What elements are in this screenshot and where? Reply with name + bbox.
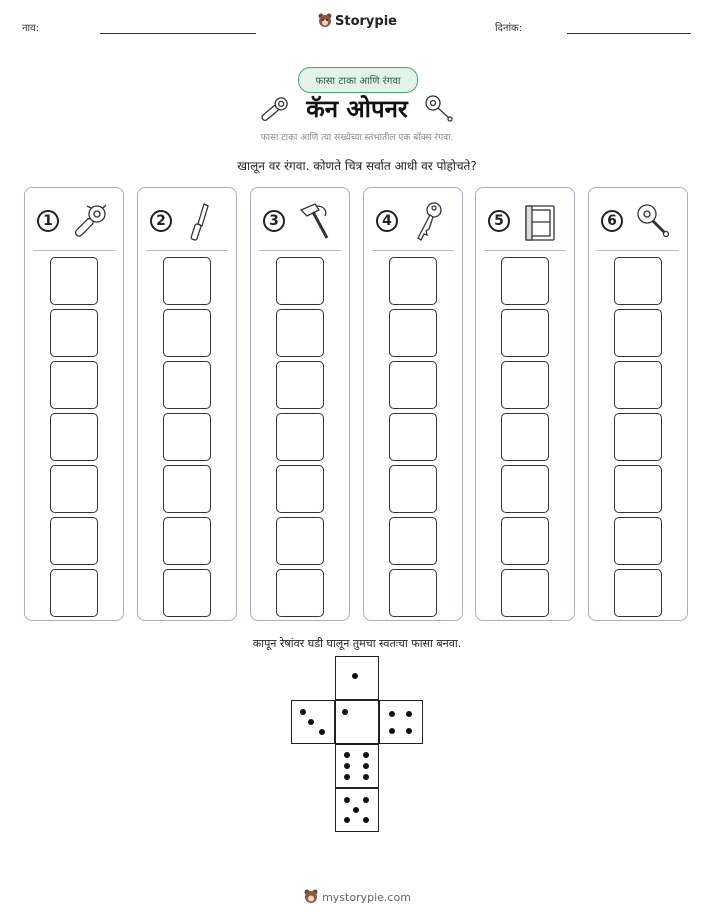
name-label: नाव: [22, 23, 40, 34]
pip [300, 709, 306, 715]
activity-pill: फासा टाका आणि रंगवा [298, 67, 418, 93]
color-box[interactable] [614, 413, 662, 461]
pip [319, 729, 325, 735]
pip [389, 711, 395, 717]
color-box[interactable] [614, 361, 662, 409]
dice-face-4 [379, 700, 423, 744]
brand-logo [0, 12, 714, 29]
column-number: 3 [263, 210, 285, 232]
color-box[interactable] [276, 309, 324, 357]
page-title: कॅन ओपनर [306, 95, 408, 123]
pip [344, 763, 350, 769]
color-box[interactable] [389, 309, 437, 357]
color-box[interactable] [50, 257, 98, 305]
knife-icon [182, 200, 222, 244]
color-box[interactable] [389, 361, 437, 409]
color-box[interactable] [389, 413, 437, 461]
color-box[interactable] [501, 517, 549, 565]
column-number: 4 [376, 210, 398, 232]
color-box[interactable] [50, 361, 98, 409]
column-divider [484, 250, 566, 251]
color-box[interactable] [501, 361, 549, 409]
pip [406, 711, 412, 717]
dice-face-6 [335, 744, 379, 788]
footer [0, 888, 714, 904]
color-box[interactable] [50, 517, 98, 565]
column-2 [137, 187, 237, 621]
storypie-bear-icon [303, 888, 319, 904]
column-6 [588, 187, 688, 621]
color-box[interactable] [50, 465, 98, 513]
pip [363, 763, 369, 769]
instruction: खालून वर रंगवा. कोणते चित्र सर्वात आधी वर पोहोचते? [237, 159, 477, 173]
dice-face-1 [335, 656, 379, 700]
name-line[interactable] [100, 33, 256, 34]
color-box[interactable] [163, 465, 211, 513]
pip [344, 817, 350, 823]
color-box[interactable] [276, 257, 324, 305]
column-divider [597, 250, 679, 251]
color-box[interactable] [163, 361, 211, 409]
key-icon [408, 200, 448, 244]
color-box[interactable] [614, 569, 662, 617]
color-box[interactable] [276, 465, 324, 513]
dice-face-3 [291, 700, 335, 744]
color-box[interactable] [276, 517, 324, 565]
pip [352, 673, 358, 679]
color-box[interactable] [389, 569, 437, 617]
column-divider [259, 250, 341, 251]
pip [363, 774, 369, 780]
subtitle: फासा टाका आणि त्या संख्येच्या स्तंभातील एक बॉक्स रंगवा. [260, 133, 454, 143]
can-key-title-icon [422, 92, 456, 122]
column-number: 5 [488, 210, 510, 232]
pip [363, 752, 369, 758]
pip [363, 797, 369, 803]
column-divider [33, 250, 115, 251]
dice-face-1-center [335, 700, 379, 744]
color-box[interactable] [276, 569, 324, 617]
color-box[interactable] [614, 309, 662, 357]
column-divider [372, 250, 454, 251]
color-box[interactable] [276, 361, 324, 409]
pip [344, 752, 350, 758]
color-box[interactable] [163, 413, 211, 461]
hammer-icon [295, 200, 335, 244]
color-box[interactable] [389, 517, 437, 565]
can-opener-icon [69, 200, 109, 244]
column-number: 6 [601, 210, 623, 232]
brand-name: Storypie [335, 14, 397, 29]
pip [342, 709, 348, 715]
color-box[interactable] [50, 413, 98, 461]
column-divider [146, 250, 228, 251]
color-box[interactable] [614, 465, 662, 513]
cabinet-icon [520, 200, 560, 244]
dice-face-5 [335, 788, 379, 832]
color-box[interactable] [614, 257, 662, 305]
pip [353, 807, 359, 813]
can-opener-key-icon [633, 200, 673, 244]
color-box[interactable] [501, 465, 549, 513]
column-number: 2 [150, 210, 172, 232]
column-1 [24, 187, 124, 621]
storypie-bear-icon [317, 12, 333, 28]
color-box[interactable] [501, 413, 549, 461]
column-3 [250, 187, 350, 621]
pip [363, 817, 369, 823]
color-box[interactable] [163, 257, 211, 305]
color-box[interactable] [501, 257, 549, 305]
column-5 [475, 187, 575, 621]
color-box[interactable] [163, 569, 211, 617]
pip [308, 719, 314, 725]
pip [406, 728, 412, 734]
footer-link[interactable]: mystorypie.com [322, 891, 411, 904]
date-line[interactable] [567, 33, 691, 34]
date-label: दिनांक: [495, 23, 523, 34]
color-box[interactable] [276, 413, 324, 461]
pip [344, 797, 350, 803]
color-box[interactable] [163, 517, 211, 565]
pip [344, 774, 350, 780]
color-box[interactable] [614, 517, 662, 565]
column-4 [363, 187, 463, 621]
color-box[interactable] [163, 309, 211, 357]
color-box[interactable] [389, 257, 437, 305]
color-box[interactable] [501, 309, 549, 357]
color-box[interactable] [389, 465, 437, 513]
color-box[interactable] [50, 309, 98, 357]
pip [389, 728, 395, 734]
dice-instruction: कापून रेषांवर घडी घालून तुमचा स्वतःचा फासा बनवा. [252, 637, 462, 650]
color-box[interactable] [50, 569, 98, 617]
column-number: 1 [37, 210, 59, 232]
color-box[interactable] [501, 569, 549, 617]
